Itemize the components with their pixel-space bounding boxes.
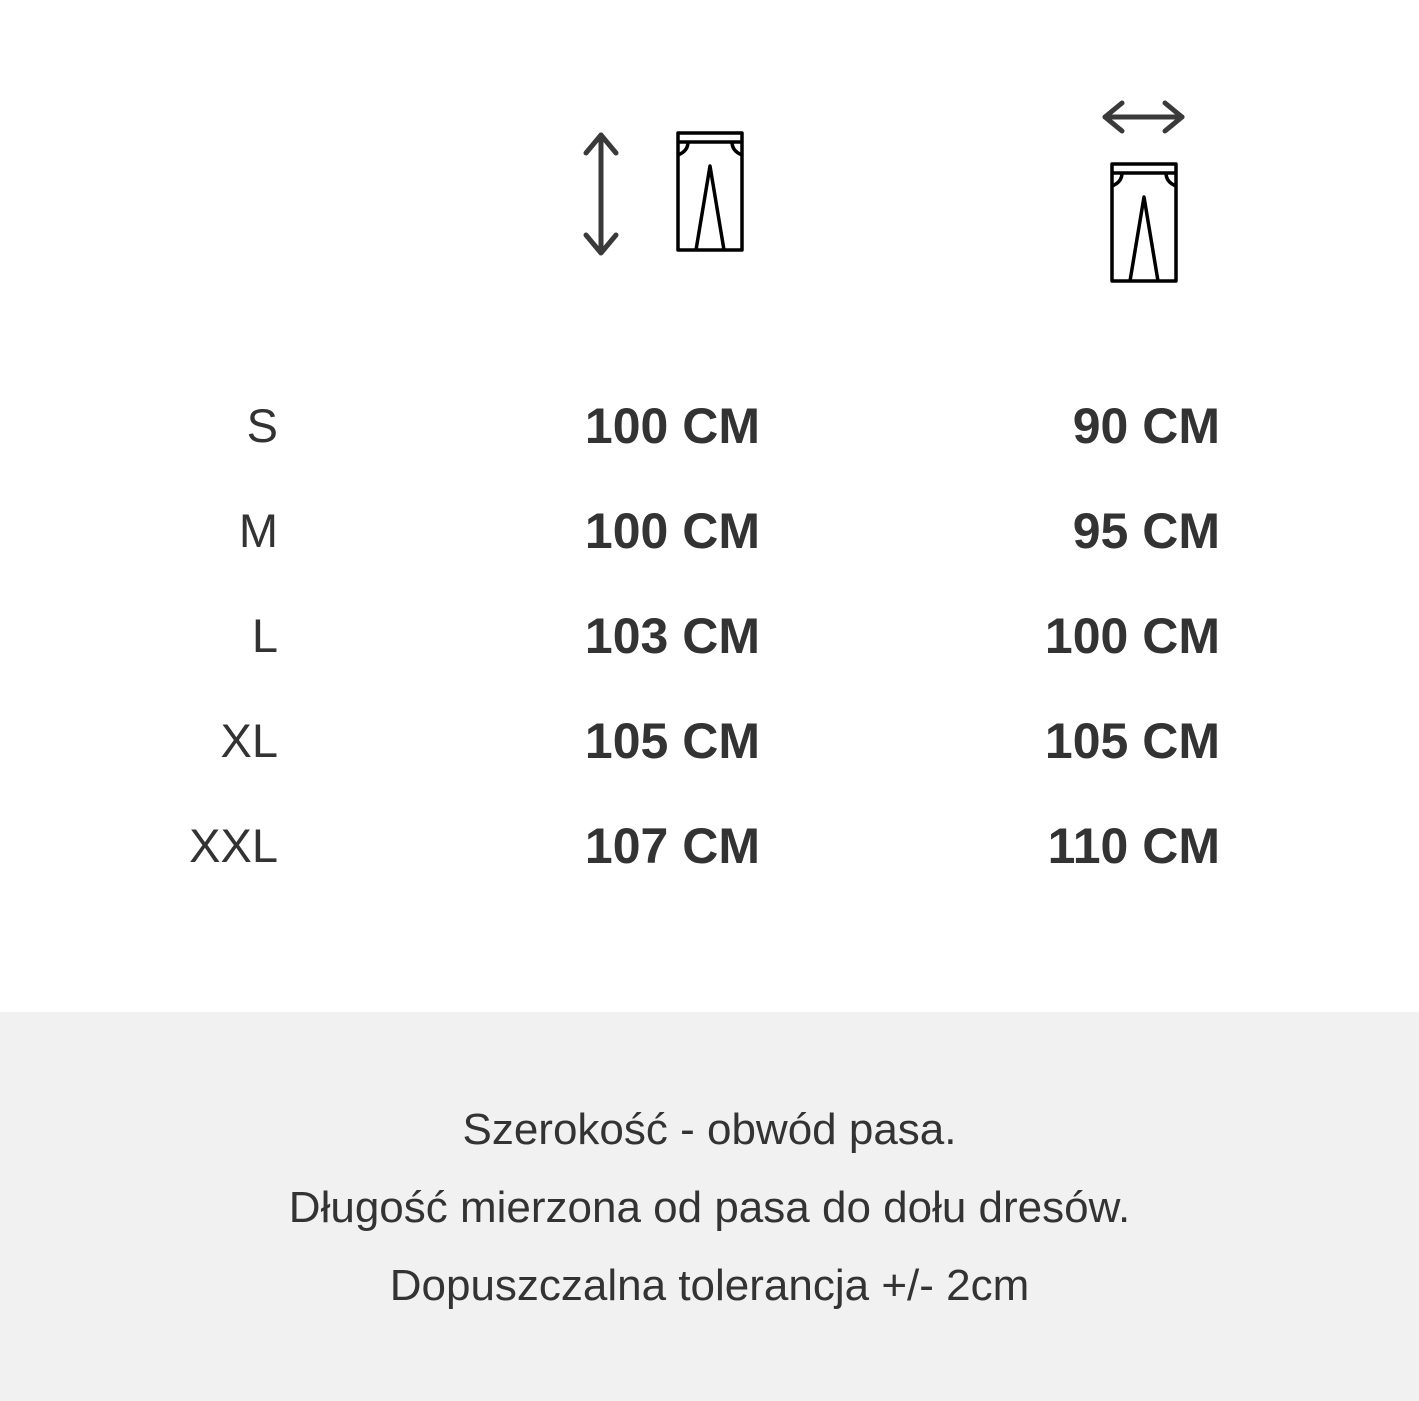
width-value: 90 CM bbox=[1072, 398, 1220, 454]
size-label: M bbox=[238, 504, 278, 557]
width-value: 105 CM bbox=[1044, 713, 1220, 769]
note-length: Długość mierzona od pasa do dołu dresów. bbox=[288, 1183, 1131, 1232]
width-value: 110 CM bbox=[1047, 818, 1220, 874]
length-value: 103 CM bbox=[584, 608, 760, 664]
table-row bbox=[0, 396, 1419, 456]
width-value: 100 CM bbox=[1044, 608, 1220, 664]
width-value: 95 CM bbox=[1072, 503, 1220, 559]
size-label: XL bbox=[220, 714, 278, 767]
table-row bbox=[0, 501, 1419, 561]
vertical-arrow-icon bbox=[580, 125, 625, 265]
pants-icon bbox=[674, 129, 746, 254]
horizontal-arrow-icon bbox=[1098, 98, 1190, 138]
table-row bbox=[0, 711, 1419, 771]
size-label: L bbox=[251, 609, 278, 662]
note-tolerance: Dopuszczalna tolerancja +/- 2cm bbox=[389, 1261, 1030, 1310]
length-value: 105 CM bbox=[584, 713, 760, 769]
size-label: XXL bbox=[189, 819, 278, 872]
pants-icon bbox=[1108, 160, 1180, 285]
note-width: Szerokość - obwód pasa. bbox=[462, 1105, 957, 1154]
table-row bbox=[0, 816, 1419, 876]
length-value: 100 CM bbox=[584, 503, 760, 559]
length-value: 107 CM bbox=[584, 818, 760, 874]
table-row bbox=[0, 606, 1419, 666]
notes-panel bbox=[0, 1012, 1419, 1401]
size-label: S bbox=[246, 399, 278, 452]
length-value: 100 CM bbox=[584, 398, 760, 454]
